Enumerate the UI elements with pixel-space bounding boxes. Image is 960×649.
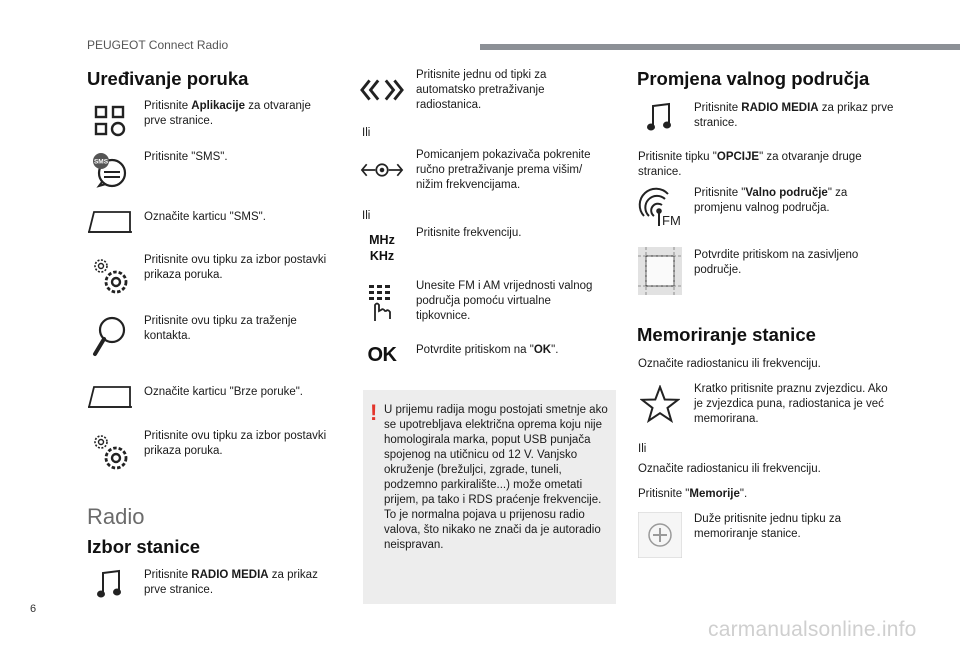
step-band-radio-media bbox=[638, 99, 898, 137]
step-search-contact bbox=[88, 314, 348, 358]
memories-instruction: Pritisnite "Memorije". bbox=[638, 488, 748, 500]
step-text: Pritisnite ovu tipku za traženje kontakta. bbox=[144, 315, 297, 342]
step-sms bbox=[88, 148, 348, 192]
step-text: Potvrdite pritiskom na "OK". bbox=[416, 344, 559, 356]
step-tab-quick-messages bbox=[88, 382, 348, 412]
apps-grid-icon bbox=[88, 99, 132, 143]
step-text: Označite karticu "SMS". bbox=[144, 211, 266, 223]
section-title-band-change: Promjena valnog područja bbox=[637, 68, 870, 89]
step-text: Pritisnite Aplikacije za otvaranje prve stranice. bbox=[144, 100, 311, 127]
step-text: Potvrdite pritiskom na zasivljeno područje. bbox=[694, 249, 859, 276]
seek-arrows-icon bbox=[360, 68, 404, 112]
mhz-khz-icon: MHz KHz bbox=[369, 233, 395, 263]
step-text: Pritisnite RADIO MEDIA za prikaz prve stranice. bbox=[694, 102, 894, 129]
step-text: Pritisnite frekvenciju. bbox=[416, 227, 522, 239]
step-text: Pritisnite ovu tipku za izbor postavki prikaza poruka. bbox=[144, 430, 327, 457]
svg-text:FM: FM bbox=[662, 213, 681, 228]
step-gear-settings bbox=[88, 253, 348, 297]
step-gear-settings-2 bbox=[88, 429, 348, 473]
step-radio-media bbox=[88, 566, 348, 606]
step-keypad bbox=[360, 279, 620, 327]
step-apps bbox=[88, 99, 348, 143]
warning-icon: ! bbox=[370, 400, 378, 425]
section-title-station-select: Izbor stanice bbox=[87, 536, 201, 557]
tab-icon bbox=[88, 382, 132, 412]
warning-text: U prijemu radija mogu postojati smetnje ako se upotrebljava električna oprema koju nije homologirala marka, poput USB punjača spojenog na utičnicu od 12 V. Vanjsko okruženje (brežuljci, zgrade, tuneli, podzemno parkiralište...) može ometati prijem, pa tako i RDS praćenje frekvencije. To je normalna pojava u prijenosu radio valova, što nikako ne znači da je autoradio neispravan. bbox=[384, 404, 608, 551]
page-number: 6 bbox=[30, 603, 37, 615]
section-title-edit-messages: Uređivanje poruka bbox=[87, 68, 249, 89]
gear-icon bbox=[88, 253, 132, 297]
star-icon bbox=[638, 382, 682, 426]
header-brand: PEUGEOT Connect Radio bbox=[87, 38, 229, 52]
tab-icon bbox=[88, 207, 132, 237]
step-slider bbox=[360, 148, 620, 192]
header-bar bbox=[480, 44, 960, 50]
step-text: Kratko pritisnite praznu zvjezdicu. Ako je zvjezdica puna, radiostanica je već memorirana. bbox=[694, 383, 888, 425]
or-text-2: Ili bbox=[362, 210, 371, 222]
step-tab-sms bbox=[88, 207, 348, 237]
step-text: Pritisnite ovu tipku za izbor postavki prikaza poruka. bbox=[144, 254, 327, 281]
step-text: Duže pritisnite jednu tipku za memoriranje stanice. bbox=[694, 513, 842, 540]
magnifier-icon bbox=[88, 314, 132, 358]
step-text: Označite karticu "Brze poruke". bbox=[144, 386, 304, 398]
svg-text:SMS: SMS bbox=[93, 158, 109, 166]
select-station-text-2: Označite radiostanicu ili frekvenciju. bbox=[638, 463, 821, 475]
step-band-select bbox=[638, 186, 898, 230]
or-text-3: Ili bbox=[638, 443, 647, 455]
step-long-press bbox=[638, 511, 898, 559]
step-ok bbox=[360, 340, 620, 370]
plus-box-icon bbox=[638, 511, 682, 559]
music-note-icon bbox=[88, 566, 132, 602]
step-seek bbox=[360, 68, 620, 112]
music-note-icon bbox=[638, 99, 682, 135]
radio-heading: Radio bbox=[87, 504, 145, 529]
sms-icon bbox=[88, 148, 132, 192]
watermark: carmanualsonline.info bbox=[708, 618, 917, 641]
step-text: Pritisnite RADIO MEDIA za prikaz prve stranice. bbox=[144, 569, 318, 596]
step-frequency bbox=[360, 226, 620, 270]
step-text: Pritisnite jednu od tipki za automatsko pretraživanje radiostanica. bbox=[416, 69, 547, 111]
step-text: Unesite FM i AM vrijednosti valnog područja pomoću virtualne tipkovnice. bbox=[416, 280, 593, 322]
slider-icon bbox=[360, 148, 404, 192]
ok-icon: OK bbox=[367, 343, 397, 366]
or-text-1: Ili bbox=[362, 127, 371, 139]
options-instruction: Pritisnite tipku "OPCIJE" za otvaranje druge stranice. bbox=[638, 151, 862, 178]
fm-icon bbox=[638, 186, 682, 230]
step-text: Pomicanjem pokazivača pokrenite ručno pretraživanje prema višim/ nižim frekvencijama. bbox=[416, 149, 591, 191]
section-title-store-station: Memoriranje stanice bbox=[637, 324, 816, 345]
step-text: Pritisnite "Valno područje" za promjenu valnog područja. bbox=[694, 187, 848, 214]
select-station-text-1: Označite radiostanicu ili frekvenciju. bbox=[638, 358, 821, 370]
step-band-confirm bbox=[638, 246, 898, 296]
keypad-icon bbox=[360, 279, 404, 327]
shaded-area-icon bbox=[638, 246, 682, 296]
step-star bbox=[638, 382, 898, 426]
gear-icon bbox=[88, 429, 132, 473]
step-text: Pritisnite "SMS". bbox=[144, 151, 228, 163]
